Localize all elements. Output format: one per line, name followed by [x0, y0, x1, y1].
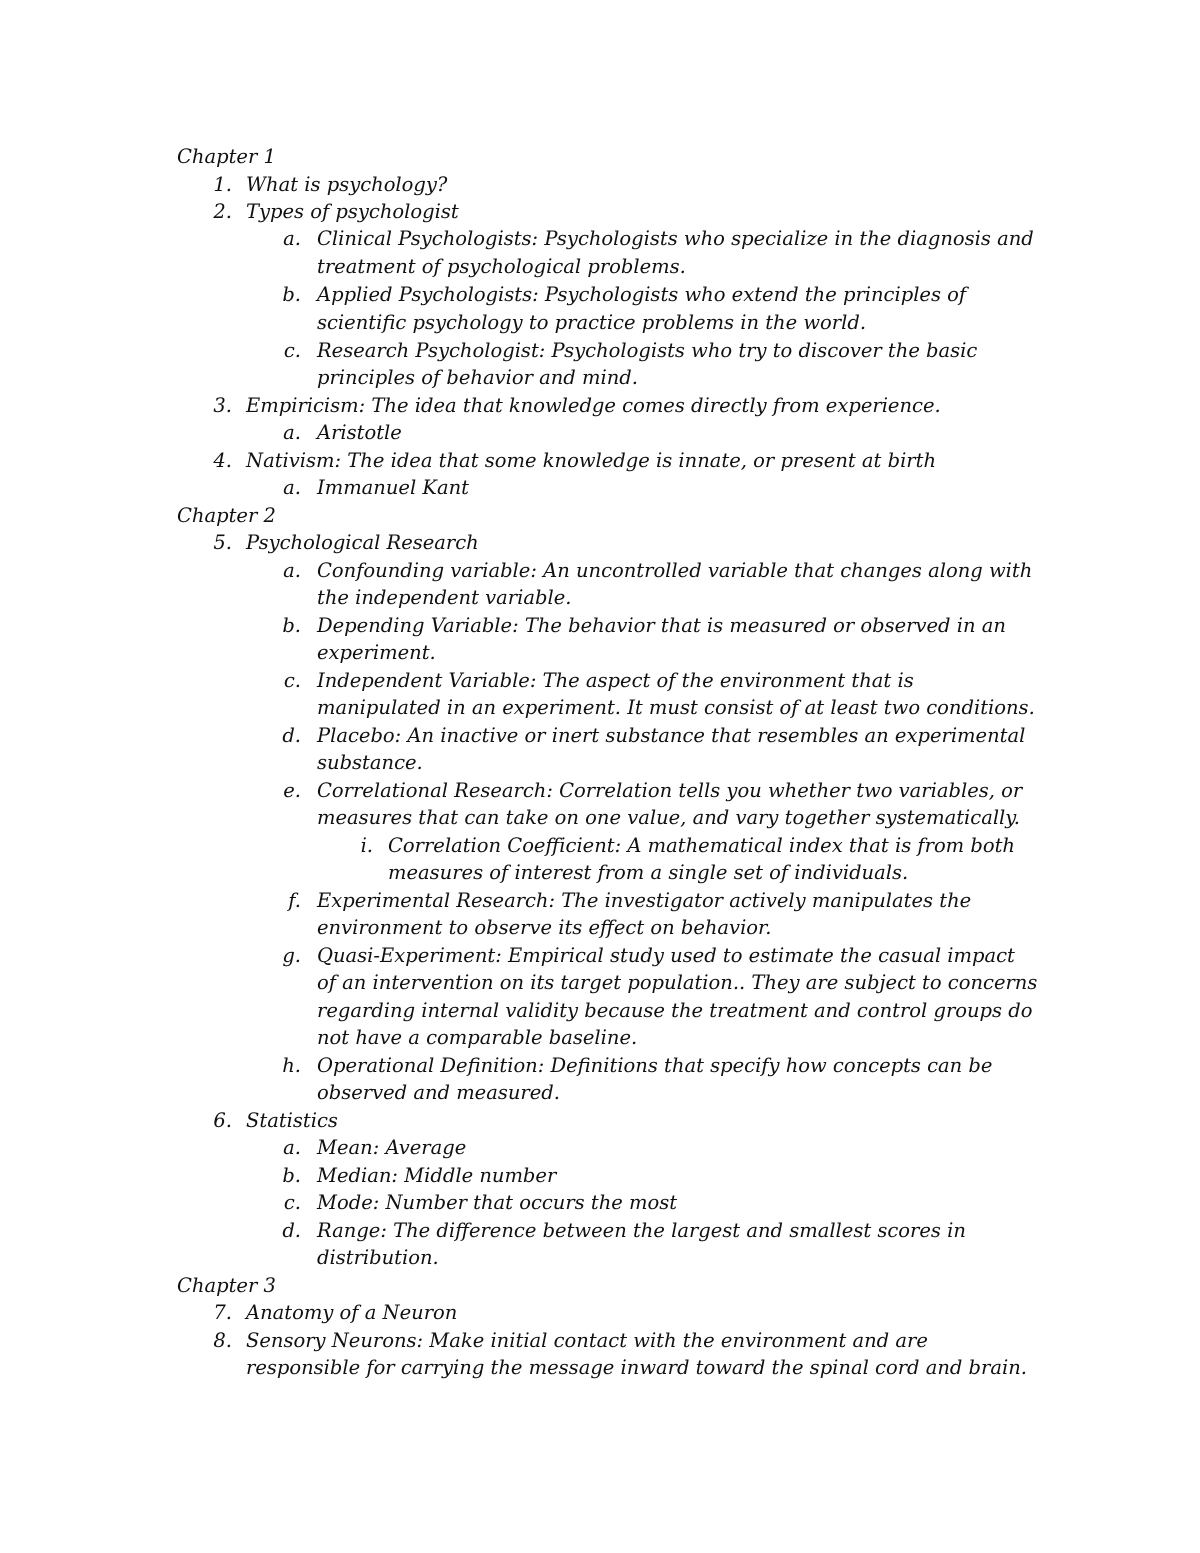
sub-item-text: of an intervention on its target population.. They are subject to concerns	[317, 971, 1038, 994]
sub-item-letter: c.	[283, 669, 301, 692]
sub-item-text: Confounding variable: An uncontrolled variable that changes along with	[317, 559, 1033, 582]
sub-item-letter: f.	[288, 889, 301, 912]
sub-item-text: scientific psychology to practice problems in the world.	[317, 311, 867, 334]
item-text: Sensory Neurons: Make initial contact with the environment and are	[246, 1329, 928, 1352]
sub-item-letter: b.	[282, 614, 301, 637]
sub-item-text: Aristotle	[317, 421, 402, 444]
item-number: 2.	[213, 200, 232, 223]
sub-item-text: treatment of psychological problems.	[317, 255, 686, 278]
sub-item-text: Median: Middle number	[317, 1164, 557, 1187]
item-text: responsible for carrying the message inward toward the spinal cord and brain.	[246, 1356, 1027, 1379]
sub-item-text: distribution.	[317, 1246, 439, 1269]
sub-item-text: not have a comparable baseline.	[317, 1026, 638, 1049]
sub-item-letter: a.	[283, 1136, 301, 1159]
sub-item-letter: e.	[283, 779, 301, 802]
sub-item-letter: a.	[283, 476, 301, 499]
item-number: 6.	[213, 1109, 232, 1132]
sub-item-text: Placebo: An inactive or inert substance that resembles an experimental	[317, 724, 1026, 747]
sub-item-text: Mean: Average	[317, 1136, 467, 1159]
item-text: Psychological Research	[246, 531, 479, 554]
sub-item-letter: c.	[283, 1191, 301, 1214]
sub-item-text: Depending Variable: The behavior that is measured or observed in an	[317, 614, 1006, 637]
sub-item-letter: g.	[282, 944, 301, 967]
chapter-heading: Chapter 2	[177, 504, 276, 527]
sub-item-text: Operational Definition: Definitions that specify how concepts can be	[317, 1054, 993, 1077]
sub-item-letter: a.	[283, 227, 301, 250]
sub-item-text: environment to observe its effect on behavior.	[317, 916, 772, 939]
item-number: 7.	[213, 1301, 232, 1324]
item-text: What is psychology?	[246, 173, 448, 196]
sub-sub-item-text: Correlation Coefficient: A mathematical index that is from both	[388, 834, 1015, 857]
sub-item-text: Clinical Psychologists: Psychologists who specialize in the diagnosis and	[317, 227, 1034, 250]
sub-item-text: the independent variable.	[317, 586, 572, 609]
sub-item-text: substance.	[317, 751, 423, 774]
sub-item-text: regarding internal validity because the treatment and control groups do	[317, 999, 1033, 1022]
sub-sub-item-text: measures of interest from a single set of individuals.	[388, 861, 909, 884]
item-number: 5.	[213, 531, 232, 554]
sub-item-text: Quasi-Experiment: Empirical study used to estimate the casual impact	[317, 944, 1015, 967]
item-number: 3.	[213, 394, 232, 417]
sub-item-text: Research Psychologist: Psychologists who try to discover the basic	[317, 339, 978, 362]
sub-item-text: Independent Variable: The aspect of the environment that is	[317, 669, 914, 692]
sub-item-letter: a.	[283, 559, 301, 582]
sub-item-text: Experimental Research: The investigator actively manipulates the	[317, 889, 972, 912]
sub-item-text: experiment.	[317, 641, 436, 664]
sub-item-text: principles of behavior and mind.	[317, 366, 638, 389]
item-text: Statistics	[246, 1109, 338, 1132]
chapter-heading: Chapter 3	[177, 1274, 276, 1297]
sub-item-text: Correlational Research: Correlation tells you whether two variables, or	[317, 779, 1023, 802]
sub-item-letter: d.	[282, 724, 301, 747]
item-text: Types of psychologist	[246, 200, 459, 223]
item-text: Empiricism: The idea that knowledge comes directly from experience.	[246, 394, 941, 417]
item-number: 1.	[213, 173, 232, 196]
sub-item-letter: b.	[282, 1164, 301, 1187]
sub-item-text: manipulated in an experiment. It must consist of at least two conditions.	[317, 696, 1035, 719]
sub-item-text: measures that can take on one value, and vary together systematically.	[317, 806, 1020, 829]
sub-sub-item-numeral: i.	[360, 834, 373, 857]
sub-item-text: Range: The difference between the largest and smallest scores in	[317, 1219, 966, 1242]
sub-item-letter: h.	[282, 1054, 301, 1077]
item-text: Nativism: The idea that some knowledge is innate, or present at birth	[246, 449, 937, 472]
item-number: 8.	[213, 1329, 232, 1352]
sub-item-text: Mode: Number that occurs the most	[317, 1191, 678, 1214]
item-text: Anatomy of a Neuron	[246, 1301, 458, 1324]
sub-item-letter: c.	[283, 339, 301, 362]
sub-item-text: Applied Psychologists: Psychologists who extend the principles of	[317, 283, 967, 306]
sub-item-letter: b.	[282, 283, 301, 306]
sub-item-letter: d.	[282, 1219, 301, 1242]
sub-item-letter: a.	[283, 421, 301, 444]
chapter-heading: Chapter 1	[177, 145, 276, 168]
sub-item-text: observed and measured.	[317, 1081, 560, 1104]
sub-item-text: Immanuel Kant	[317, 476, 469, 499]
item-number: 4.	[213, 449, 232, 472]
